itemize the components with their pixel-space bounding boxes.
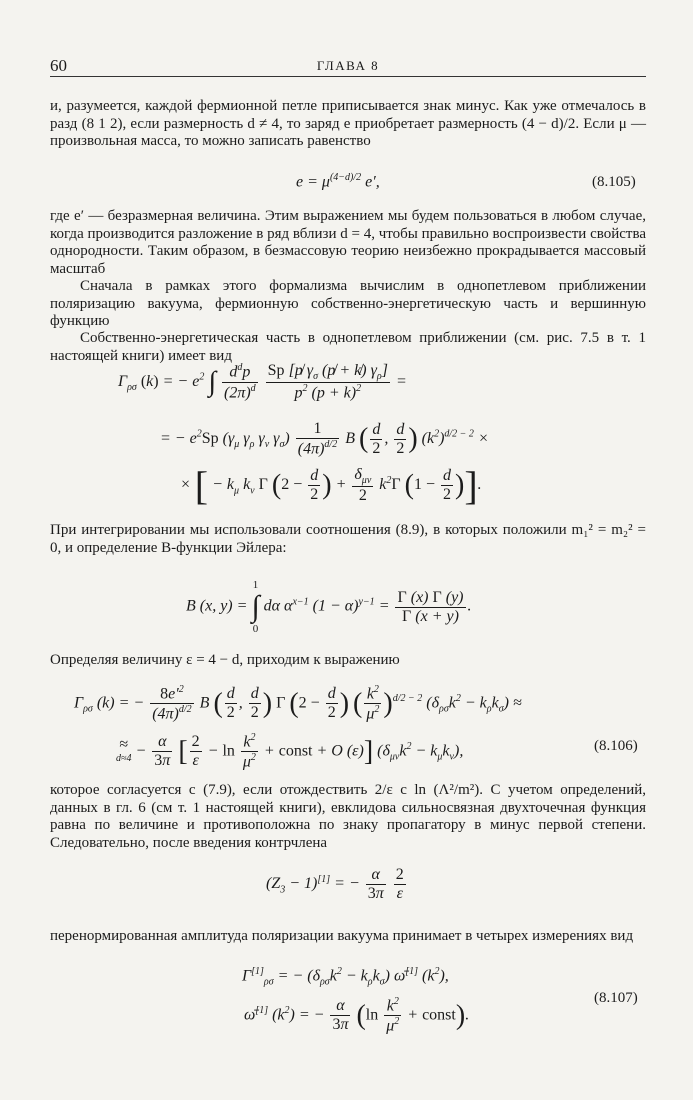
eq-number-8-107: (8.107) [594,990,638,1006]
page-header [50,56,646,76]
paragraph-3: Сначала в рамках этого формализма вычислим в однопетлевом приближении поляризацию вакуума, фермионную собственно-энергетическую часть и вершинную функцию [50,278,646,329]
equation-8-105: $e = \mu^{(4-d)/2}$ e′, [296,172,380,191]
equation-self-energy-line2: = − $e^2Sp$ ($\gamma_\mu$ $\gamma_\rho$ $\gamma_\nu$ $\gamma_\sigma$) $\frac{1}{(4\pi)^{d/2}}$ B ( $\frac{d}{2}$ , $\frac{d}{2}$ ) $(k^2)^{d/2 - 2}$ × [160,420,489,458]
eq-number-8-105: (8.105) [592,174,636,190]
eq-number-8-106: (8.106) [594,738,638,754]
chapter-title: ГЛАВА 8 [316,58,380,73]
equation-8-106-line1: $\Gamma_{\rho\sigma}$ (k) = − $\frac{8e'^2}{(4\pi)^{d/2}}$ B ( $\frac{d}{2}$ , $\frac{d}{2}$ ) Γ (2 − $\frac{d}{2}$ ) ( $\frac{k^2}{\mu^2}$ )$^{d/2 - 2}$ $(\delta_{\rho\sigma}k^2 - k_\rho k_\sigma)$ ≈ [74,684,522,723]
equation-self-energy-line1: $\Gamma_{\rho\sigma}$ (k) = − $e^2$ ∫ $\frac{d^dp}{(2\pi)^d}$ $\frac{Sp [p̸ \gamma_\sigma (p̸ + k̸) \gamma_\rho]}{p^2 (p + k)^2}$ = [118,362,407,402]
paragraph-5: При интегрировании мы использовали соотношения (8.9), в которых положили m₁² = m₂² = 0, и определение B-функции Эйлера: [50,522,646,556]
equation-8-107-line2: ω̄[1] $(k^2)$ = − $\frac{\alpha}{3\pi}$ (ln $\frac{k^2}{\mu^2}$ + const). [244,996,470,1035]
paragraph-2: где e′ — безразмерная величина. Этим выражением мы будем пользоваться в любом случае, когда производится разложение в ряд вблизи d = 4, чтобы правильно воспроизвести свойства однородности. Таким образом, в безмассовую теорию неизбежно прокрадывается массовый масштаб [50,208,646,277]
equation-counterterm: $(Z_3 - 1)[1]$ = − $\frac{\alpha}{3\pi}$ $\frac{2}{\varepsilon}$ [266,866,404,902]
paragraph-6: Определяя величину ε = 4 − d, приходим к выражению [50,652,400,668]
paragraph-1: и, разумеется, каждой фермионной петле приписывается знак минус. Как уже отмечалось в разд (8 1 2), если размерность d ≠ 4, то заряд e приобретает размерность (4 − d)/2. Если μ — произвольная масса, то можно записать равенство [50,98,646,149]
page-number: 60 [50,56,67,75]
equation-beta-function: B (x, y) = 1 ∫ 0 dα $\alpha^{x-1}$ $(1 - \alpha)^{y-1}$ = $\frac{\Gamma (x) \Gamma (y)}{\Gamma (x + y)}$ . [186,579,472,635]
paragraph-8: перенормированная амплитуда поляризации вакуума принимает в четырех измерениях вид [50,928,634,944]
equation-self-energy-line3: × [ − $k_\mu$ $k_\nu$ Γ (2 − $\frac{d}{2}$ ) + $\frac{\delta_{\mu\nu}}{2}$ $k^2\Gamma$ (1 − $\frac{d}{2}$ )]. [180,463,482,508]
paragraph-7: которое согласуется с (7.9), если отождествить 2/ε с ln (Λ²/m²). С учетом определений, данных в гл. 6 (см т. 1 настоящей книги), евклидова сильносвязная двухточечная функция равна по величине и противоположна по знаку пропагатору в минус первой степени. Следовательно, после введения контрчлена [50,782,646,851]
equation-8-106-line2: ≈ d≈4 − $\frac{\alpha}{3\pi}$ [ $\frac{2}{\varepsilon}$ − ln $\frac{k^2}{\mu^2}$ + const + O (ε)] $(\delta_{\mu\nu}k^2 - k_\mu k_\nu)$, [116,732,464,771]
equation-8-107-line1: $\Gamma[1]_{\rho\sigma}$ = − $(\delta_{\rho\sigma}k^2 - k_\rho k_\sigma)$ ω̄[1] $(k^2)$, [242,966,449,988]
header-rule [50,76,646,77]
paragraph-4: Собственно-энергетическая часть в однопетлевом приближении (см. рис. 7.5 в т. 1 настоящей книги) имеет вид [50,330,646,364]
